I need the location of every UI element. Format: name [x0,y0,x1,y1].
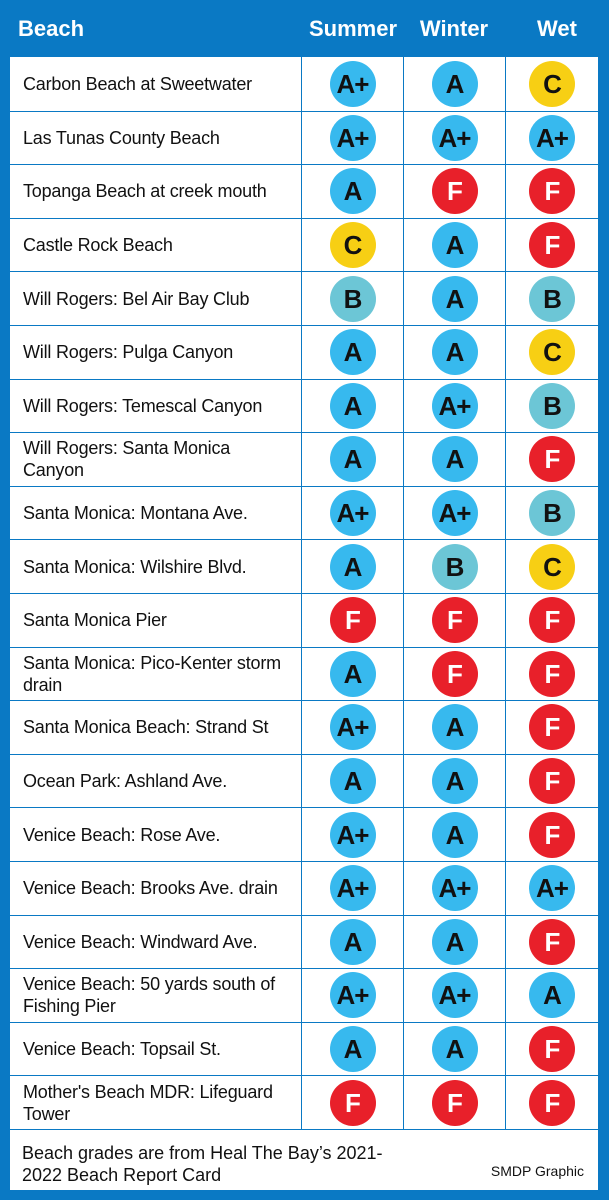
beach-name: Will Rogers: Temescal Canyon [23,395,263,416]
table-row [10,486,598,540]
summer-grade-cell [301,648,403,701]
winter-grade-badge: A [432,812,478,858]
wet-grade-badge: F [529,651,575,697]
wet-grade-cell [505,701,598,754]
beach-name: Carbon Beach at Sweetwater [23,73,252,94]
winter-grade-cell [403,112,505,165]
summer-grade-badge: A+ [330,812,376,858]
winter-grade-cell [403,1023,505,1076]
beach-name: Venice Beach: Brooks Ave. drain [23,878,278,899]
table-row [10,539,598,593]
summer-grade-badge: A+ [330,490,376,536]
wet-grade-badge: A+ [529,865,575,911]
summer-grade-cell [301,219,403,272]
winter-grade-badge: A+ [432,865,478,911]
winter-grade-cell [403,755,505,808]
summer-grade-badge: A [330,383,376,429]
summer-grade-badge: F [330,1080,376,1126]
table-row [10,593,598,647]
table-row [10,915,598,969]
winter-grade-badge: A [432,276,478,322]
winter-grade-badge: A+ [432,490,478,536]
winter-grade-badge: F [432,168,478,214]
beach-name: Santa Monica Beach: Strand St [23,717,269,738]
summer-grade-cell [301,380,403,433]
summer-grade-badge: C [330,222,376,268]
header-winter: Winter [419,16,489,41]
table-row [10,1075,598,1129]
beach-name: Santa Monica: Wilshire Blvd. [23,556,247,577]
wet-grade-badge: C [529,544,575,590]
summer-grade-badge: B [330,276,376,322]
winter-grade-cell [403,433,505,486]
winter-grade-badge: F [432,651,478,697]
table-row [10,325,598,379]
wet-grade-badge: A+ [529,115,575,161]
winter-grade-cell [403,916,505,969]
wet-grade-cell [505,1023,598,1076]
summer-grade-badge: A [330,758,376,804]
winter-grade-cell [403,380,505,433]
summer-grade-cell [301,755,403,808]
wet-grade-cell [505,755,598,808]
beach-name: Will Rogers: Pulga Canyon [23,342,234,363]
beach-name: Santa Monica: Pico-Kenter storm drain [23,652,281,695]
table-row [10,432,598,486]
winter-grade-badge: A [432,704,478,750]
wet-grade-cell [505,969,598,1022]
winter-grade-badge: A [432,758,478,804]
summer-grade-badge: A [330,544,376,590]
winter-grade-badge: B [432,544,478,590]
table-row [10,111,598,165]
winter-grade-cell [403,219,505,272]
summer-grade-badge: A [330,1026,376,1072]
footer [10,1129,598,1190]
winter-grade-cell [403,701,505,754]
wet-grade-badge: F [529,1080,575,1126]
winter-grade-badge: A [432,329,478,375]
winter-grade-cell [403,272,505,325]
summer-grade-badge: F [330,597,376,643]
wet-grade-badge: A [529,972,575,1018]
beach-name: Venice Beach: Windward Ave. [23,931,258,952]
wet-grade-cell [505,112,598,165]
wet-grade-badge: F [529,168,575,214]
wet-grade-badge: B [529,383,575,429]
summer-grade-cell [301,1023,403,1076]
winter-grade-badge: A [432,1026,478,1072]
wet-grade-cell [505,594,598,647]
wet-grade-cell [505,1076,598,1129]
beach-name: Venice Beach: 50 yards south of Fishing Pier [23,974,275,1017]
wet-grade-badge: F [529,758,575,804]
summer-grade-cell [301,594,403,647]
winter-grade-badge: A [432,919,478,965]
winter-grade-badge: A+ [432,383,478,429]
summer-grade-badge: A+ [330,865,376,911]
wet-grade-badge: B [529,276,575,322]
summer-grade-badge: A [330,436,376,482]
summer-grade-cell [301,808,403,861]
summer-grade-cell [301,165,403,218]
winter-grade-cell [403,487,505,540]
summer-grade-cell [301,1076,403,1129]
wet-grade-cell [505,916,598,969]
wet-grade-cell [505,165,598,218]
winter-grade-badge: A [432,61,478,107]
summer-grade-cell [301,487,403,540]
winter-grade-badge: F [432,597,478,643]
summer-grade-cell [301,540,403,593]
summer-grade-badge: A [330,919,376,965]
table-row [10,218,598,272]
winter-grade-cell [403,1076,505,1129]
beach-name: Las Tunas County Beach [23,127,220,148]
wet-grade-cell [505,57,598,111]
graphic-credit: SMDP Graphic [490,1163,584,1179]
wet-grade-badge: C [529,61,575,107]
summer-grade-cell [301,433,403,486]
summer-grade-cell [301,701,403,754]
table-row [10,1022,598,1076]
table-row [10,647,598,701]
winter-grade-badge: A [432,222,478,268]
winter-grade-badge: A+ [432,115,478,161]
header-wet: Wet [537,16,577,41]
table-row [10,754,598,808]
beach-name: Venice Beach: Topsail St. [23,1039,221,1060]
table-row [10,700,598,754]
winter-grade-cell [403,326,505,379]
summer-grade-badge: A [330,651,376,697]
beach-name: Santa Monica Pier [23,610,167,631]
summer-grade-cell [301,112,403,165]
summer-grade-badge: A [330,168,376,214]
table-row [10,968,598,1022]
beach-name: Will Rogers: Santa Monica Canyon [23,438,231,481]
beach-name: Topanga Beach at creek mouth [23,181,267,202]
winter-grade-badge: F [432,1080,478,1126]
table-header [0,0,609,58]
table-row [10,807,598,861]
wet-grade-cell [505,808,598,861]
wet-grade-cell [505,862,598,915]
wet-grade-cell [505,380,598,433]
beach-name: Venice Beach: Rose Ave. [23,824,221,845]
wet-grade-badge: F [529,436,575,482]
beach-name: Ocean Park: Ashland Ave. [23,771,228,792]
summer-grade-cell [301,57,403,111]
summer-grade-cell [301,862,403,915]
wet-grade-cell [505,540,598,593]
wet-grade-badge: C [529,329,575,375]
summer-grade-cell [301,969,403,1022]
winter-grade-cell [403,594,505,647]
summer-grade-cell [301,272,403,325]
wet-grade-cell [505,648,598,701]
table-row [10,57,598,111]
winter-grade-cell [403,969,505,1022]
beach-name: Mother's Beach MDR: Lifeguard Tower [23,1081,273,1124]
header-beach: Beach [18,16,85,41]
winter-grade-cell [403,57,505,111]
winter-grade-cell [403,165,505,218]
table-row [10,379,598,433]
wet-grade-cell [505,219,598,272]
wet-grade-badge: F [529,597,575,643]
table-row [10,861,598,915]
summer-grade-cell [301,916,403,969]
winter-grade-cell [403,862,505,915]
summer-grade-badge: A+ [330,972,376,1018]
wet-grade-badge: B [529,490,575,536]
winter-grade-cell [403,540,505,593]
summer-grade-badge: A+ [330,61,376,107]
wet-grade-badge: F [529,812,575,858]
wet-grade-cell [505,272,598,325]
summer-grade-badge: A [330,329,376,375]
summer-grade-cell [301,326,403,379]
wet-grade-badge: F [529,1026,575,1072]
table-row [10,271,598,325]
winter-grade-cell [403,648,505,701]
summer-grade-badge: A+ [330,115,376,161]
wet-grade-badge: F [529,222,575,268]
wet-grade-cell [505,433,598,486]
winter-grade-cell [403,808,505,861]
winter-grade-badge: A [432,436,478,482]
beach-name: Will Rogers: Bel Air Bay Club [23,288,250,309]
wet-grade-badge: F [529,704,575,750]
wet-grade-cell [505,326,598,379]
beach-name: Santa Monica: Montana Ave. [23,503,248,524]
wet-grade-cell [505,487,598,540]
beach-name: Castle Rock Beach [23,235,173,256]
header-summer: Summer [308,16,398,41]
table-row [10,164,598,218]
summer-grade-badge: A+ [330,704,376,750]
wet-grade-badge: F [529,919,575,965]
grades-table [10,57,598,1129]
source-note: Beach grades are from Heal The Bay’s 2021-2022 Beach Report Card [22,1143,383,1185]
winter-grade-badge: A+ [432,972,478,1018]
